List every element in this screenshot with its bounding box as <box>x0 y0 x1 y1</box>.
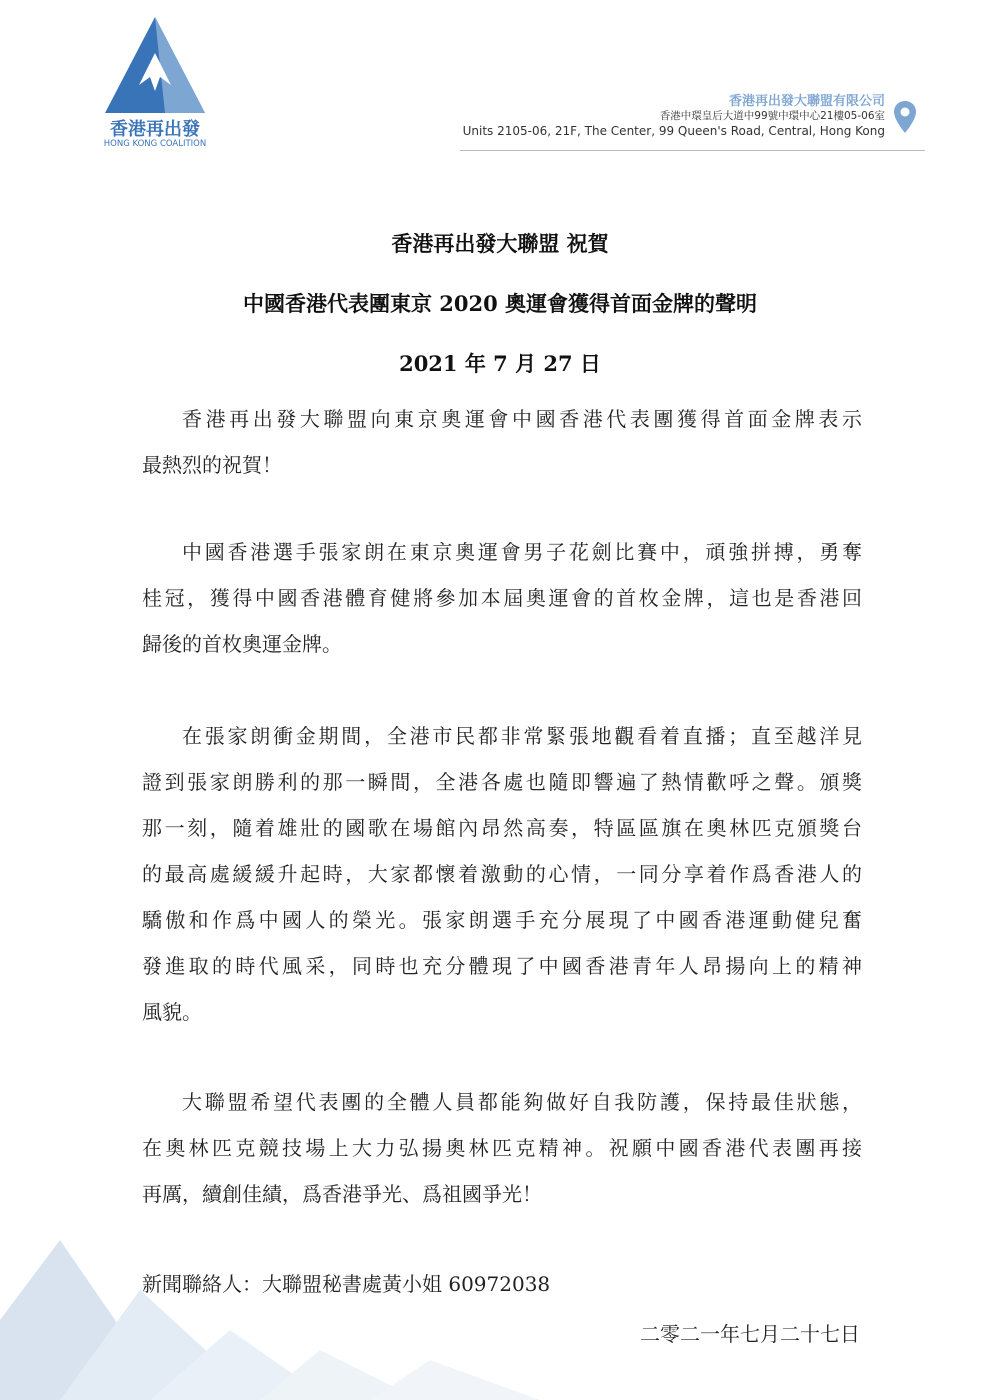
paragraph-line: 在奧林匹克競技場上大力弘揚奧林匹克精神。祝願中國香港代表團再接 <box>142 1136 862 1160</box>
address-english: Units 2105-06, 21F, The Center, 99 Queen's Road, Central, Hong Kong <box>462 124 885 138</box>
signature-date: 二零二一年七月二十七日 <box>640 1322 860 1346</box>
paragraph-line: 在張家朗衝金期間，全港市民都非常緊張地觀看着直播；直至越洋見 <box>182 724 862 748</box>
paragraph-line: 中國香港選手張家朗在東京奧運會男子花劍比賽中，頑強拼搏，勇奪 <box>182 540 862 564</box>
header-divider <box>460 150 925 151</box>
paragraph-line: 驕傲和作爲中國人的榮光。張家朗選手充分展現了中國香港運動健兒奮 <box>142 908 862 932</box>
paragraph-4 <box>142 1079 862 1217</box>
statement-date-title: 2021 年 7 月 27 日 <box>399 351 601 376</box>
logo-english-name: HONG KONG COALITION <box>103 139 207 149</box>
press-contact: 新聞聯絡人：大聯盟秘書處黃小姐 60972038 <box>142 1272 551 1296</box>
statement-title-line-1: 香港再出發大聯盟 祝賀 <box>391 231 609 256</box>
paragraph-3 <box>142 713 862 1035</box>
address-chinese: 香港中環皇后大道中99號中環中心21樓05-06室 <box>659 110 885 122</box>
statement-title-line-2: 中國香港代表團東京 2020 奧運會獲得首面金牌的聲明 <box>242 291 758 316</box>
paragraph-1 <box>142 396 862 488</box>
paragraph-line: 大聯盟希望代表團的全體人員都能夠做好自我防護，保持最佳狀態， <box>182 1090 862 1114</box>
mountain-logo-icon <box>105 15 205 115</box>
organization-logo <box>95 15 215 149</box>
paragraph-line: 發進取的時代風采，同時也充分體現了中國香港青年人昂揚向上的精神 <box>142 954 862 978</box>
paragraph-line: 的最高處緩緩升起時，大家都懷着激動的心情，一同分享着作爲香港人的 <box>142 862 862 886</box>
background-decoration <box>0 1200 1000 1400</box>
logo-chinese-name: 香港再出發 <box>110 119 200 140</box>
paragraph-line: 桂冠，獲得中國香港體育健將參加本屆奧運會的首枚金牌，這也是香港回 <box>142 586 862 610</box>
paragraph-line: 那一刻，隨着雄壯的國歌在場館內昂然高奏，特區區旗在奧林匹克頒獎台 <box>142 816 862 840</box>
paragraph-line: 最熱烈的祝賀！ <box>142 453 282 477</box>
location-pin-icon <box>893 100 917 134</box>
paragraph-2 <box>142 529 862 667</box>
paragraph-line: 香港再出發大聯盟向東京奧運會中國香港代表團獲得首面金牌表示 <box>182 407 862 431</box>
paragraph-line: 再厲，續創佳績，爲香港爭光、爲祖國爭光！ <box>142 1182 542 1206</box>
paragraph-line: 證到張家朗勝利的那一瞬間，全港各處也隨即響遍了熱情歡呼之聲。頒獎 <box>142 770 862 794</box>
paragraph-line: 歸後的首枚奧運金牌。 <box>142 632 342 656</box>
company-name: 香港再出發大聯盟有限公司 <box>728 94 885 109</box>
paragraph-line: 風貌。 <box>142 1000 202 1024</box>
